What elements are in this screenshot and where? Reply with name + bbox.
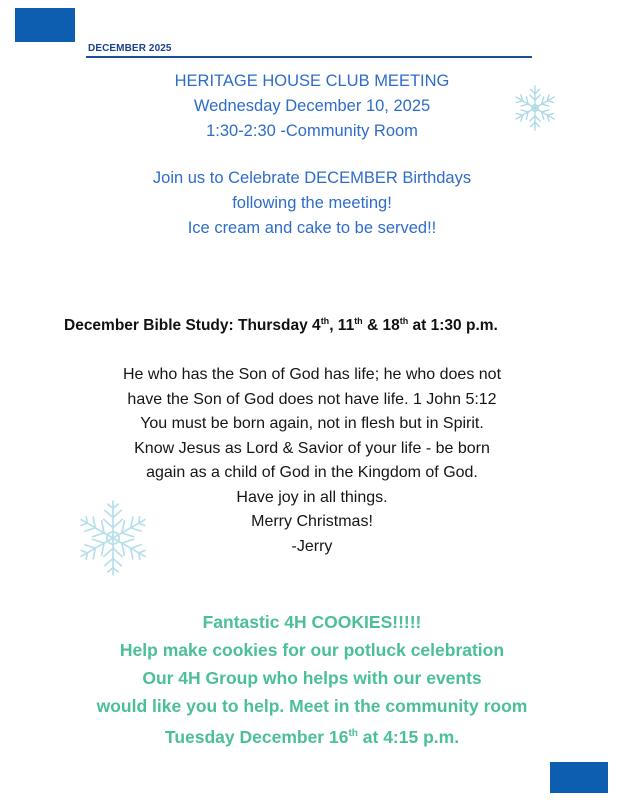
- ordinal-suffix: th: [354, 316, 363, 326]
- meeting-time-place: 1:30-2:30 -Community Room: [206, 122, 418, 140]
- bible-study-label: December Bible Study: Thursday 4: [64, 317, 321, 335]
- ordinal-suffix: th: [348, 728, 358, 739]
- snowflake-icon: [72, 496, 154, 580]
- cookies-title: Fantastic 4H COOKIES!!!!!: [202, 612, 422, 632]
- bible-study-line: [64, 316, 498, 335]
- header-rule: [86, 56, 532, 58]
- birthday-line-3: Ice cream and cake to be served!!: [187, 219, 437, 237]
- meeting-date: Wednesday December 10, 2025: [193, 97, 431, 115]
- message-line: again as a child of God in the Kingdom of God.: [146, 464, 478, 481]
- message-signature: -Jerry: [291, 537, 333, 555]
- cookies-line-4: [0, 720, 624, 751]
- message-line: Merry Christmas!: [251, 513, 373, 530]
- message-line: He who has the Son of God has life; he who does not: [122, 366, 502, 383]
- cookies-line-1: Help make cookies for our potluck celebration: [119, 640, 505, 660]
- meeting-title: HERITAGE HOUSE CLUB MEETING: [174, 72, 450, 90]
- birthday-block: [0, 166, 624, 241]
- message-line: You must be born again, not in flesh but in Spirit.: [140, 415, 484, 432]
- bible-study-date-2: , 11: [329, 317, 355, 335]
- ordinal-suffix: th: [399, 316, 409, 326]
- birthday-line-1: Join us to Celebrate DECEMBER Birthdays: [152, 169, 472, 187]
- header-label: DECEMBER 2025: [88, 43, 172, 54]
- bible-study-time: at 1:30 p.m.: [408, 317, 498, 335]
- message-line: have the Son of God does not have life. 1 John 5:12: [127, 390, 497, 408]
- message-line: Know Jesus as Lord & Savior of your life - be born: [134, 439, 490, 457]
- cookies-date: Tuesday December 16: [164, 726, 349, 747]
- corner-block-top: [15, 8, 75, 42]
- cookies-line-3: would like you to help. Meet in the community room: [96, 696, 528, 716]
- bible-study-date-3: & 18: [362, 317, 400, 335]
- birthday-line-2: following the meeting!: [232, 194, 392, 212]
- cookies-line-2: Our 4H Group who helps with our events: [142, 668, 482, 688]
- cookies-time: at 4:15 p.m.: [357, 726, 460, 747]
- snowflake-icon: [509, 68, 561, 148]
- cookies-block: [0, 608, 624, 751]
- message-line: Have joy in all things.: [236, 488, 388, 506]
- corner-block-bottom: [550, 762, 608, 793]
- ordinal-suffix: th: [320, 316, 330, 326]
